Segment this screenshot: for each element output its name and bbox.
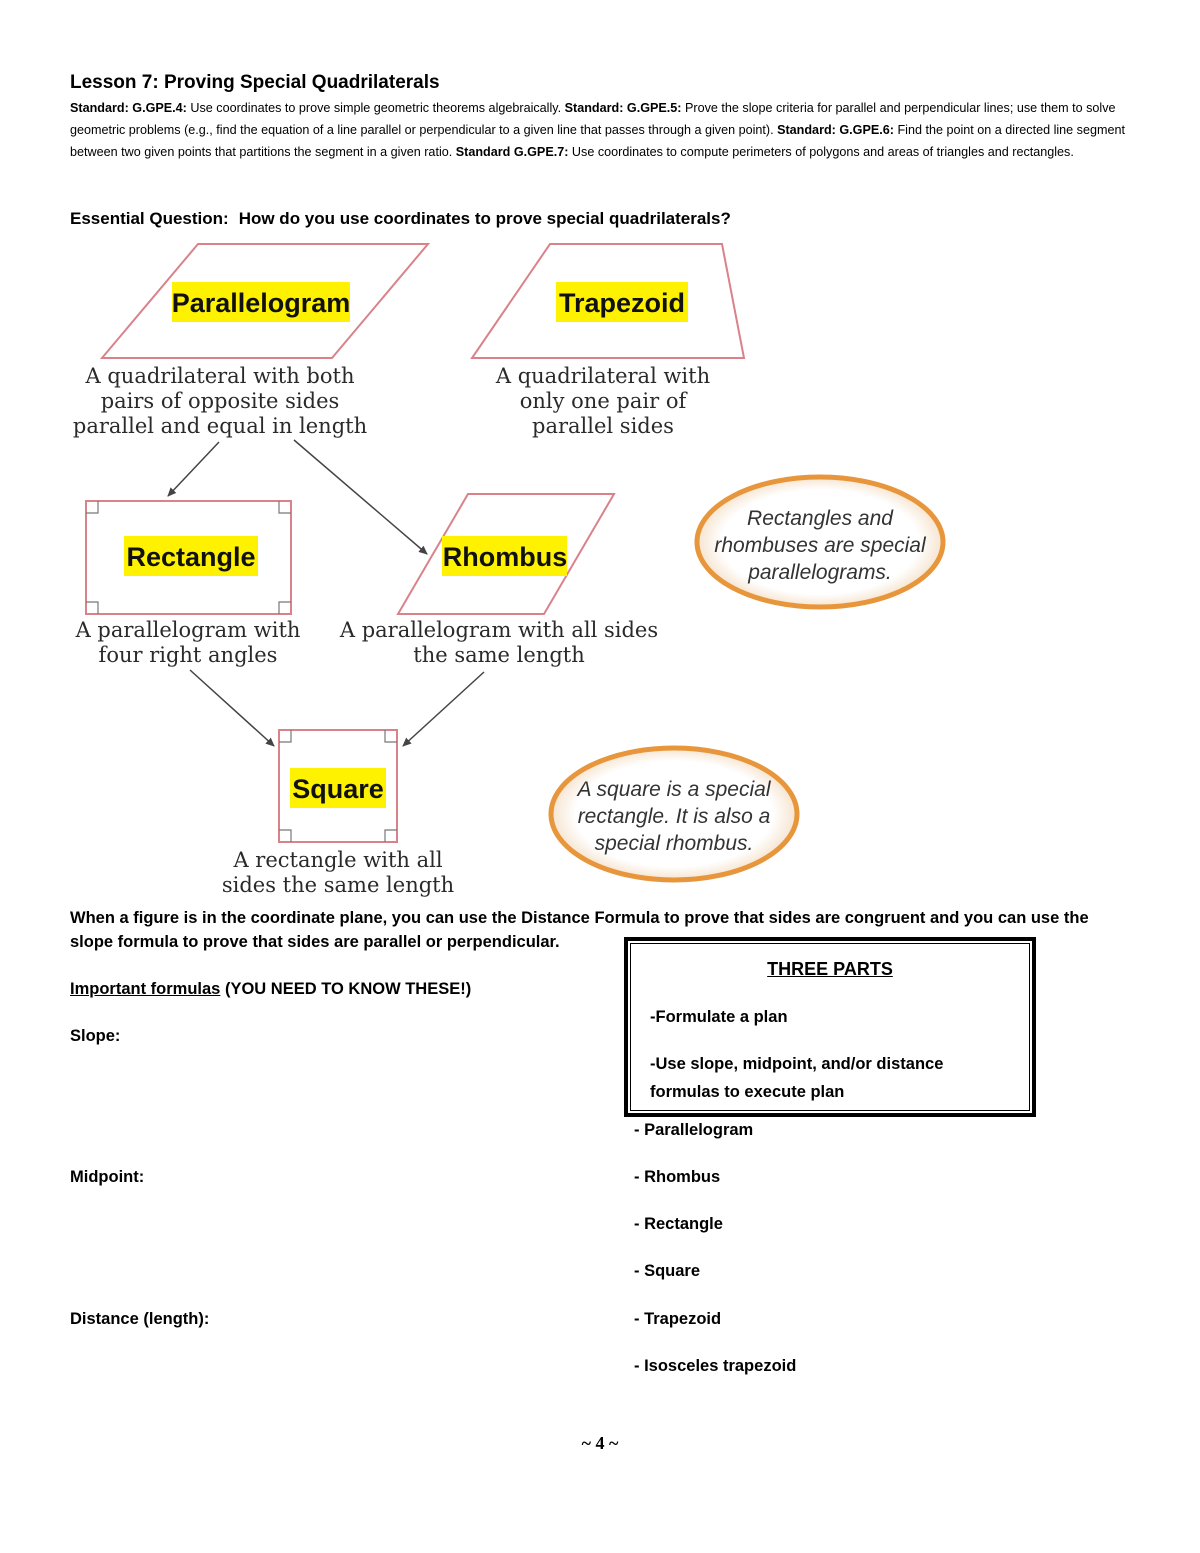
arrow-to-rhombus (294, 440, 427, 554)
arrow-rectangle-to-square (190, 670, 274, 746)
standard-label: Standard: G.GPE.5: (564, 101, 682, 115)
square-title: Square (292, 774, 384, 804)
rectangle-desc-line: four right angles (98, 643, 278, 667)
formulas-heading-underlined: Important formulas (70, 980, 221, 998)
rhombus-title: Rhombus (442, 542, 568, 572)
lesson-title: Lesson 7: Proving Special Quadrilaterals (70, 72, 440, 93)
parallelogram-desc-line: A quadrilateral with both (85, 364, 355, 388)
essential-question-text: How do you use coordinates to prove special quadrilaterals? (238, 209, 731, 228)
rhombus-desc-line: the same length (413, 643, 585, 667)
quadrilateral-list-item: - Isosceles trapezoid (634, 1357, 797, 1375)
slope-label: Slope: (70, 1027, 121, 1045)
square-desc-line: A rectangle with all (233, 848, 443, 872)
trapezoid-desc-line: A quadrilateral with (495, 364, 711, 388)
essential-question-label: Essential Question: (70, 209, 229, 228)
note-oval-square (551, 748, 797, 880)
standard-text: Use coordinates to prove simple geometric theorems algebraically. (186, 101, 565, 115)
oval-text-line: Rectangles and (747, 507, 893, 530)
parallelogram-desc-line: pairs of opposite sides (100, 389, 340, 413)
trapezoid-figure (472, 244, 744, 438)
trapezoid-desc-line: parallel sides (532, 414, 674, 438)
note-oval-rectangles-rhombuses (697, 477, 943, 607)
three-parts-title: THREE PARTS (767, 959, 893, 979)
three-parts-item: -Use slope, midpoint, and/or distance formulas to execute plan (650, 1055, 944, 1101)
quadrilateral-list-item: - Trapezoid (634, 1310, 722, 1328)
midpoint-label: Midpoint: (70, 1168, 145, 1186)
formulas-heading (70, 980, 471, 999)
standard-label: Standard G.GPE.7: (455, 145, 569, 159)
quadrilateral-list-item: - Parallelogram (634, 1121, 754, 1139)
oval-text-line: A square is a special (577, 778, 771, 801)
standard-text: Prove the slope criteria for parallel and perpendicular lines; use them to solve geometric problems (e.g., find the equation of a line parallel or perpendicular to a given line that passes through a given point). (70, 101, 1116, 137)
rectangle-desc-line: A parallelogram with (75, 618, 301, 642)
rectangle-title: Rectangle (126, 542, 256, 572)
three-parts-item: -Formulate a plan (650, 1008, 788, 1026)
square-figure (222, 730, 454, 897)
formulas-heading-note: (YOU NEED TO KNOW THESE!) (220, 980, 472, 998)
arrow-rhombus-to-square (403, 672, 484, 746)
rectangle-figure (75, 501, 301, 667)
standard-label: Standard: G.GPE.6: (777, 123, 894, 137)
arrow-to-rectangle (168, 442, 219, 496)
trapezoid-title: Trapezoid (558, 288, 686, 318)
oval-text-line: rhombuses are special (714, 534, 926, 557)
page-number: ~ 4 ~ (581, 1433, 619, 1453)
square-desc-line: sides the same length (221, 873, 455, 897)
parallelogram-title: Parallelogram (171, 288, 351, 318)
rhombus-desc-line: A parallelogram with all sides (339, 618, 659, 642)
quadrilateral-list-item: - Square (634, 1262, 701, 1280)
essential-question (70, 209, 731, 229)
standard-text: Use coordinates to compute perimeters of polygons and areas of triangles and rectangles. (568, 145, 1074, 159)
oval-text-line: rectangle. It is also a (577, 805, 771, 828)
trapezoid-desc-line: only one pair of (519, 389, 687, 413)
parallelogram-desc-line: parallel and equal in length (72, 414, 368, 438)
oval-text-line: parallelograms. (748, 561, 892, 584)
three-parts-box (624, 937, 1036, 1117)
distance-label: Distance (length): (70, 1310, 210, 1328)
quadrilateral-list-item: - Rectangle (634, 1215, 723, 1233)
intro-paragraph: When a figure is in the coordinate plane, you can use the Distance Formula to prove that sides are congruent and you can use the slope formula to prove that sides are parallel or perpendicular. (70, 909, 1089, 951)
standard-label: Standard: G.GPE.4: (70, 101, 187, 115)
standards-text (70, 97, 1132, 163)
quadrilateral-hierarchy-diagram (70, 232, 955, 900)
quadrilateral-list-item: - Rhombus (634, 1168, 721, 1186)
oval-text-line: special rhombus. (594, 832, 754, 855)
parallelogram-figure (73, 244, 428, 438)
standard-text: Find the point on a directed line segment between two given points that partitions the segment in a given ratio. (70, 123, 1125, 159)
